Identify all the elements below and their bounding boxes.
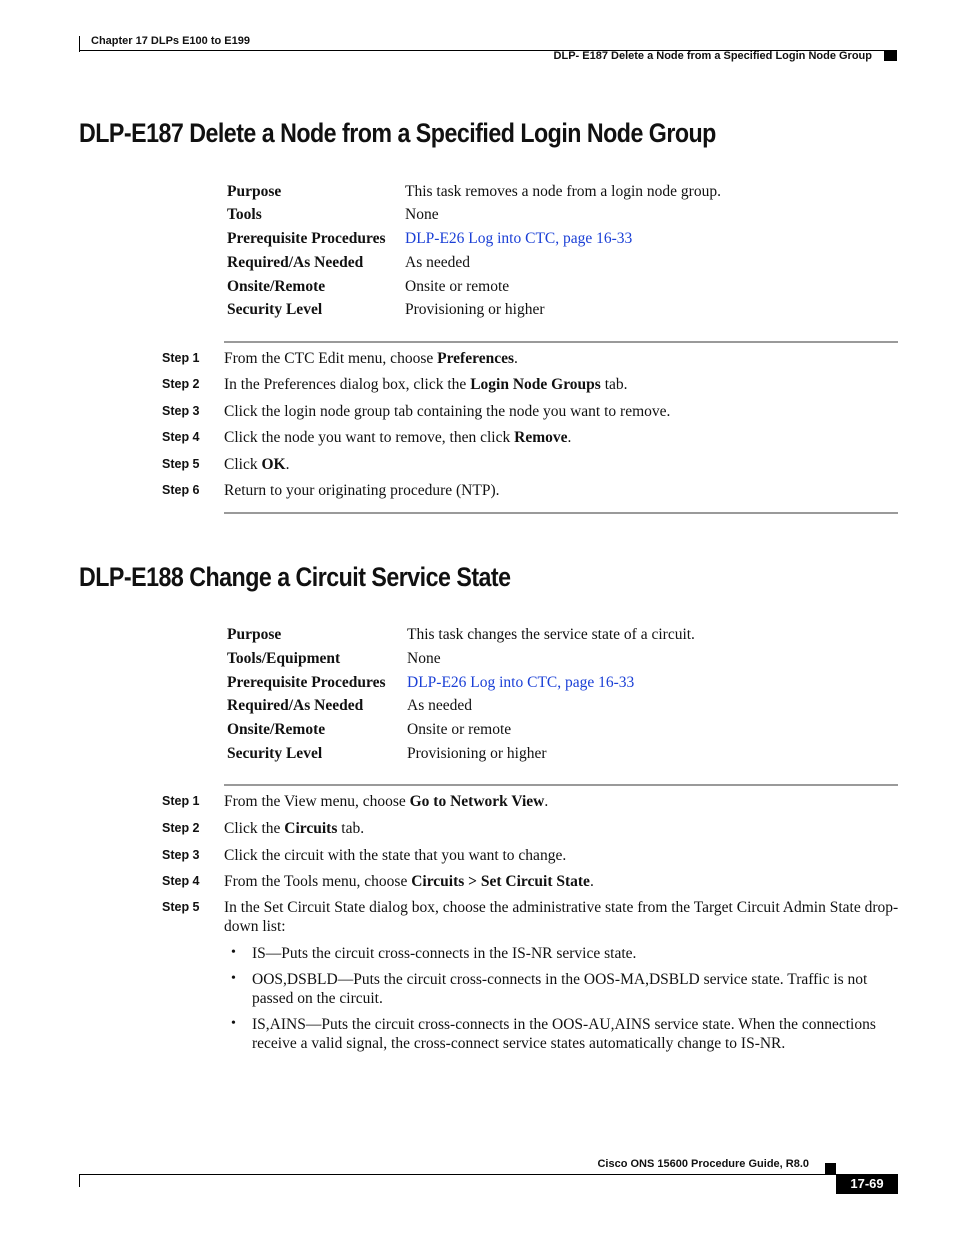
- list-item: OOS,DSBLD—Puts the circuit cross-connects in the OOS-MA,DSBLD service state. Traffic is not passed on the circuit.: [252, 971, 868, 1007]
- section-heading-e188: DLP-E188 Change a Circuit Service State: [79, 562, 511, 592]
- step-text: From the Tools menu, choose Circuits > Set Circuit State.: [224, 873, 594, 890]
- list-item: IS,AINS—Puts the circuit cross-connects in the OOS-AU,AINS service state. When the connections receive a valid signal, the cross-connect service states automatically change to IS-NR.: [252, 1016, 876, 1052]
- step-label: Step 3: [162, 848, 200, 862]
- step-label: Step 2: [162, 377, 200, 391]
- table-label: Tools: [227, 206, 262, 223]
- step-label: Step 3: [162, 404, 200, 418]
- step-text: Click the Circuits tab.: [224, 820, 365, 837]
- table-value: None: [405, 206, 439, 223]
- step-label: Step 4: [162, 874, 200, 888]
- table-label: Purpose: [227, 626, 282, 643]
- step-label: Step 1: [162, 794, 200, 808]
- table-value: This task removes a node from a login node group.: [405, 183, 721, 200]
- step-text: From the View menu, choose Go to Network View.: [224, 793, 549, 810]
- step-text: In the Preferences dialog box, click the Login Node Groups tab.: [224, 376, 628, 393]
- table-value: None: [407, 650, 441, 667]
- table-value: As needed: [405, 254, 470, 271]
- step-text: From the CTC Edit menu, choose Preferences.: [224, 350, 518, 367]
- table-value: Onsite or remote: [407, 721, 512, 738]
- step-label: Step 6: [162, 483, 200, 497]
- bullet-marker: •: [231, 945, 236, 960]
- table-label: Required/As Needed: [227, 254, 364, 271]
- section-divider: [224, 784, 898, 786]
- table-label: Prerequisite Procedures: [227, 230, 386, 247]
- step-text: Click the circuit with the state that you want to change.: [224, 847, 567, 864]
- list-item: IS—Puts the circuit cross-connects in the IS-NR service state.: [252, 945, 637, 962]
- step-text: Click OK.: [224, 456, 290, 473]
- step-label: Step 1: [162, 351, 200, 365]
- footer-vertical-rule: [79, 1174, 80, 1187]
- step-label: Step 5: [162, 900, 200, 914]
- table-value: Provisioning or higher: [407, 745, 547, 762]
- footer-marker: [825, 1163, 836, 1174]
- bullet-marker: •: [231, 971, 236, 986]
- table-label: Purpose: [227, 183, 282, 200]
- header-marker: [884, 50, 897, 61]
- table-value: Provisioning or higher: [405, 301, 545, 318]
- header-title: DLP- E187 Delete a Node from a Specified Login Node Group: [553, 50, 872, 62]
- table-label: Prerequisite Procedures: [227, 674, 386, 691]
- table-label: Required/As Needed: [227, 697, 364, 714]
- step-text: Click the login node group tab containing the node you want to remove.: [224, 403, 671, 420]
- table-label: Security Level: [227, 301, 323, 318]
- prerequisite-link[interactable]: DLP-E26 Log into CTC, page 16-33: [407, 674, 635, 691]
- table-label: Onsite/Remote: [227, 278, 326, 295]
- section-heading-e187: DLP-E187 Delete a Node from a Specified Login Node Group: [79, 118, 716, 148]
- prerequisite-link[interactable]: DLP-E26 Log into CTC, page 16-33: [405, 230, 633, 247]
- table-value: As needed: [407, 697, 472, 714]
- footer-rule: [79, 1174, 836, 1175]
- step-label: Step 2: [162, 821, 200, 835]
- step-text: Click the node you want to remove, then click Remove.: [224, 429, 572, 446]
- step-text: In the Set Circuit State dialog box, choose the administrative state from the Target Circuit Admin State drop-down list:: [224, 899, 899, 935]
- table-label: Security Level: [227, 745, 323, 762]
- section-divider: [224, 341, 898, 343]
- step-label: Step 5: [162, 457, 200, 471]
- bullet-marker: •: [231, 1016, 236, 1031]
- header-chapter: Chapter 17 DLPs E100 to E199: [91, 35, 250, 47]
- step-label: Step 4: [162, 430, 200, 444]
- table-value: Onsite or remote: [405, 278, 510, 295]
- footer-guide-title: Cisco ONS 15600 Procedure Guide, R8.0: [597, 1158, 809, 1170]
- table-value: This task changes the service state of a circuit.: [407, 626, 695, 643]
- table-label: Onsite/Remote: [227, 721, 326, 738]
- table-label: Tools/Equipment: [227, 650, 341, 667]
- step-text: Return to your originating procedure (NTP).: [224, 482, 500, 499]
- page-number: 17-69: [836, 1174, 898, 1194]
- section-divider: [224, 512, 898, 514]
